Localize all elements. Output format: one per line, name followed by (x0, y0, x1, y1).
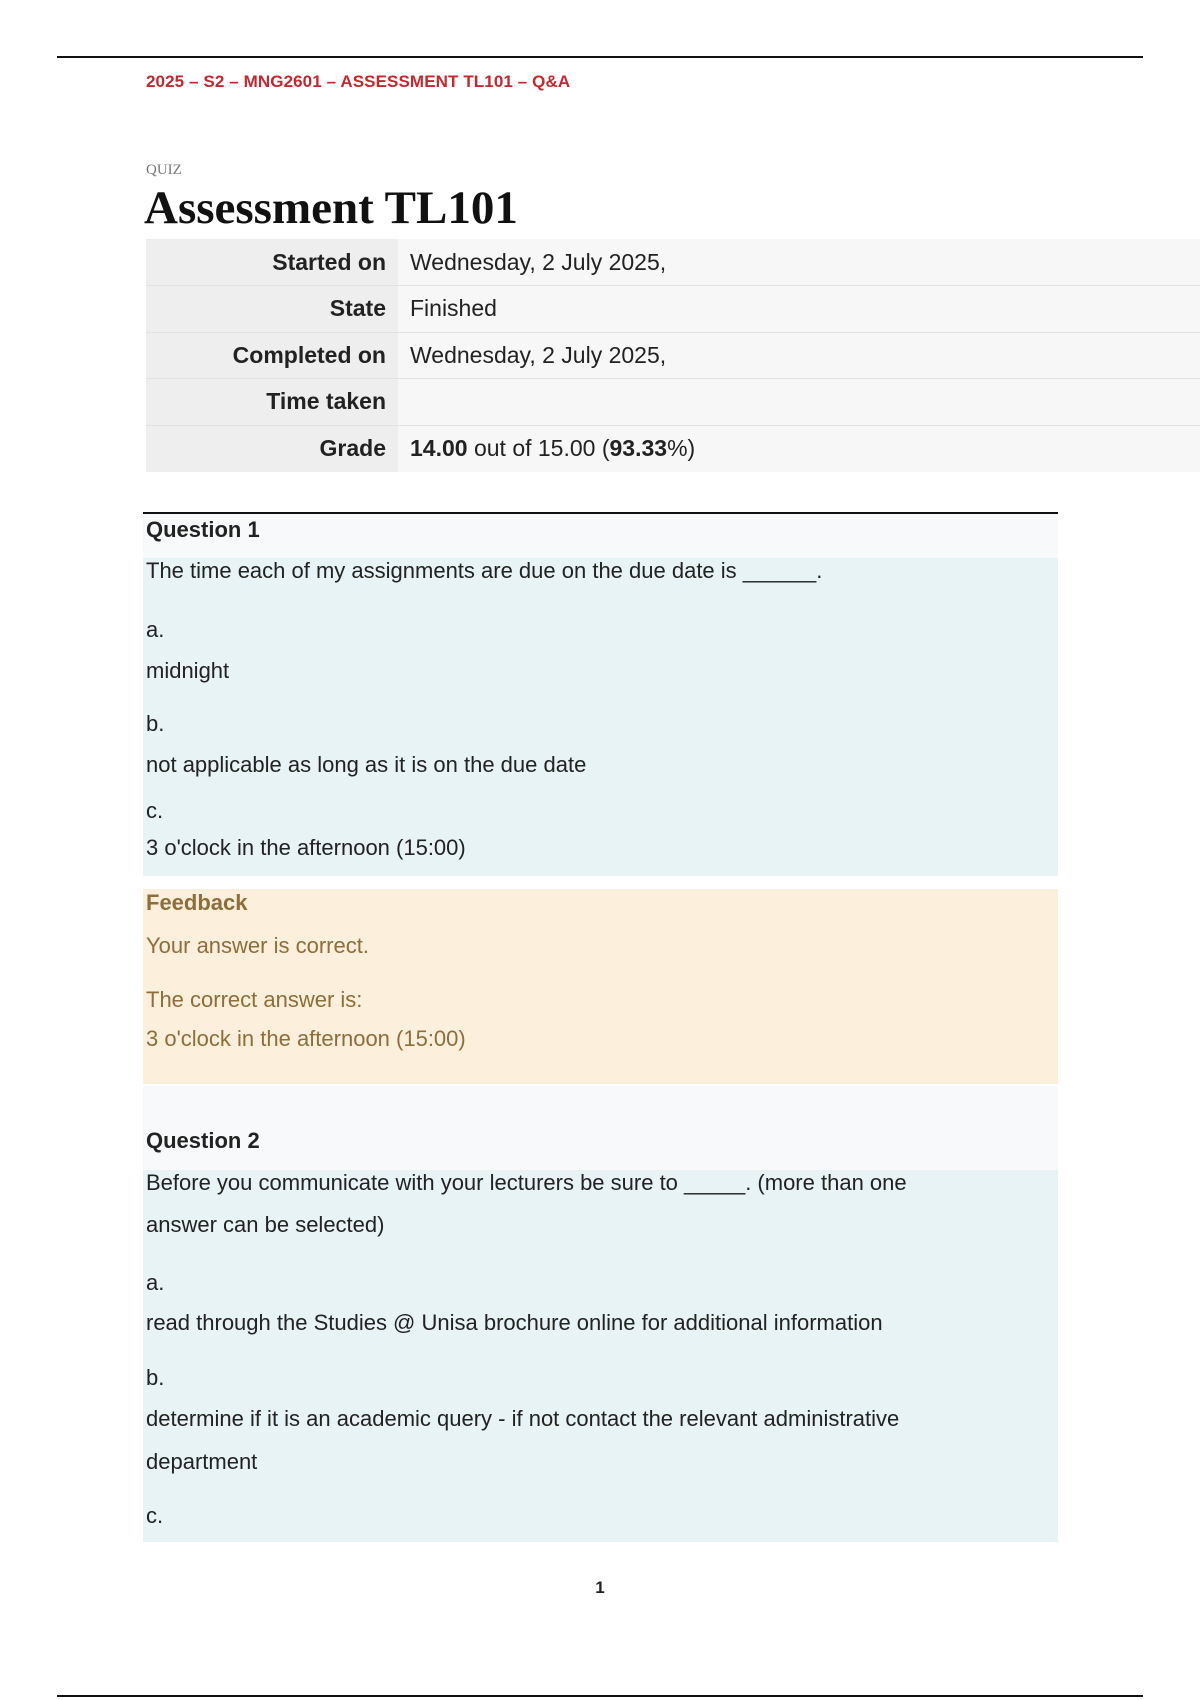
bottom-rule (57, 1695, 1143, 1697)
option-text: read through the Studies @ Unisa brochure online for additional information (146, 1310, 883, 1335)
attempt-summary-table (146, 239, 1200, 472)
question-1-feedback (143, 889, 1058, 1084)
summary-label: Started on (146, 239, 398, 286)
summary-label: Grade (146, 425, 398, 472)
feedback-result: Your answer is correct. (146, 933, 369, 958)
option-letter: c. (146, 798, 164, 823)
grade-percent: 93.33 (609, 435, 668, 461)
question-1-body (143, 558, 1058, 876)
option-text-continued: department (146, 1449, 258, 1474)
option-text: midnight (146, 658, 230, 683)
grade-value (398, 425, 1200, 472)
summary-row-grade (146, 425, 1200, 472)
option-letter: a. (146, 617, 165, 642)
option-text: not applicable as long as it is on the due date (146, 752, 587, 777)
summary-label: Time taken (146, 379, 398, 426)
summary-row-time-taken (146, 379, 1200, 426)
question-1-heading: Question 1 (143, 514, 1058, 558)
grade-text: out of 15.00 ( (467, 435, 610, 461)
feedback-correct-answer: 3 o'clock in the afternoon (15:00) (146, 1026, 466, 1051)
document-header: 2025 – S2 – MNG2601 – ASSESSMENT TL101 – Q&A (146, 72, 571, 91)
summary-label: State (146, 286, 398, 333)
feedback-title: Feedback (146, 890, 248, 915)
question-2-heading: Question 2 (143, 1086, 1058, 1170)
option-letter: b. (146, 1365, 165, 1390)
question-2-prompt: Before you communicate with your lecturers be sure to _____. (more than one (146, 1170, 907, 1195)
page-title: Assessment TL101 (144, 182, 518, 234)
grade-score: 14.00 (410, 435, 468, 461)
option-text: 3 o'clock in the afternoon (15:00) (146, 835, 466, 860)
question-2-prompt-continued: answer can be selected) (146, 1212, 385, 1237)
feedback-correct-label: The correct answer is: (146, 987, 363, 1012)
summary-value (398, 379, 1200, 426)
summary-value: Finished (398, 286, 1200, 333)
quiz-label: QUIZ (146, 162, 182, 178)
question-2-body (143, 1170, 1058, 1542)
summary-row-state (146, 286, 1200, 333)
summary-row-completed (146, 332, 1200, 379)
option-letter: b. (146, 711, 165, 736)
option-letter: a. (146, 1270, 165, 1295)
top-rule (57, 56, 1143, 58)
summary-label: Completed on (146, 332, 398, 379)
summary-value: Wednesday, 2 July 2025, (398, 239, 1200, 286)
page-number: 1 (595, 1578, 605, 1597)
question-1-prompt: The time each of my assignments are due on the due date is ______. (146, 558, 823, 583)
option-text: determine if it is an academic query - if not contact the relevant administrative (146, 1406, 900, 1431)
option-letter: c. (146, 1503, 164, 1528)
summary-row-started (146, 239, 1200, 286)
grade-text-end: %) (667, 435, 696, 461)
summary-value: Wednesday, 2 July 2025, (398, 332, 1200, 379)
